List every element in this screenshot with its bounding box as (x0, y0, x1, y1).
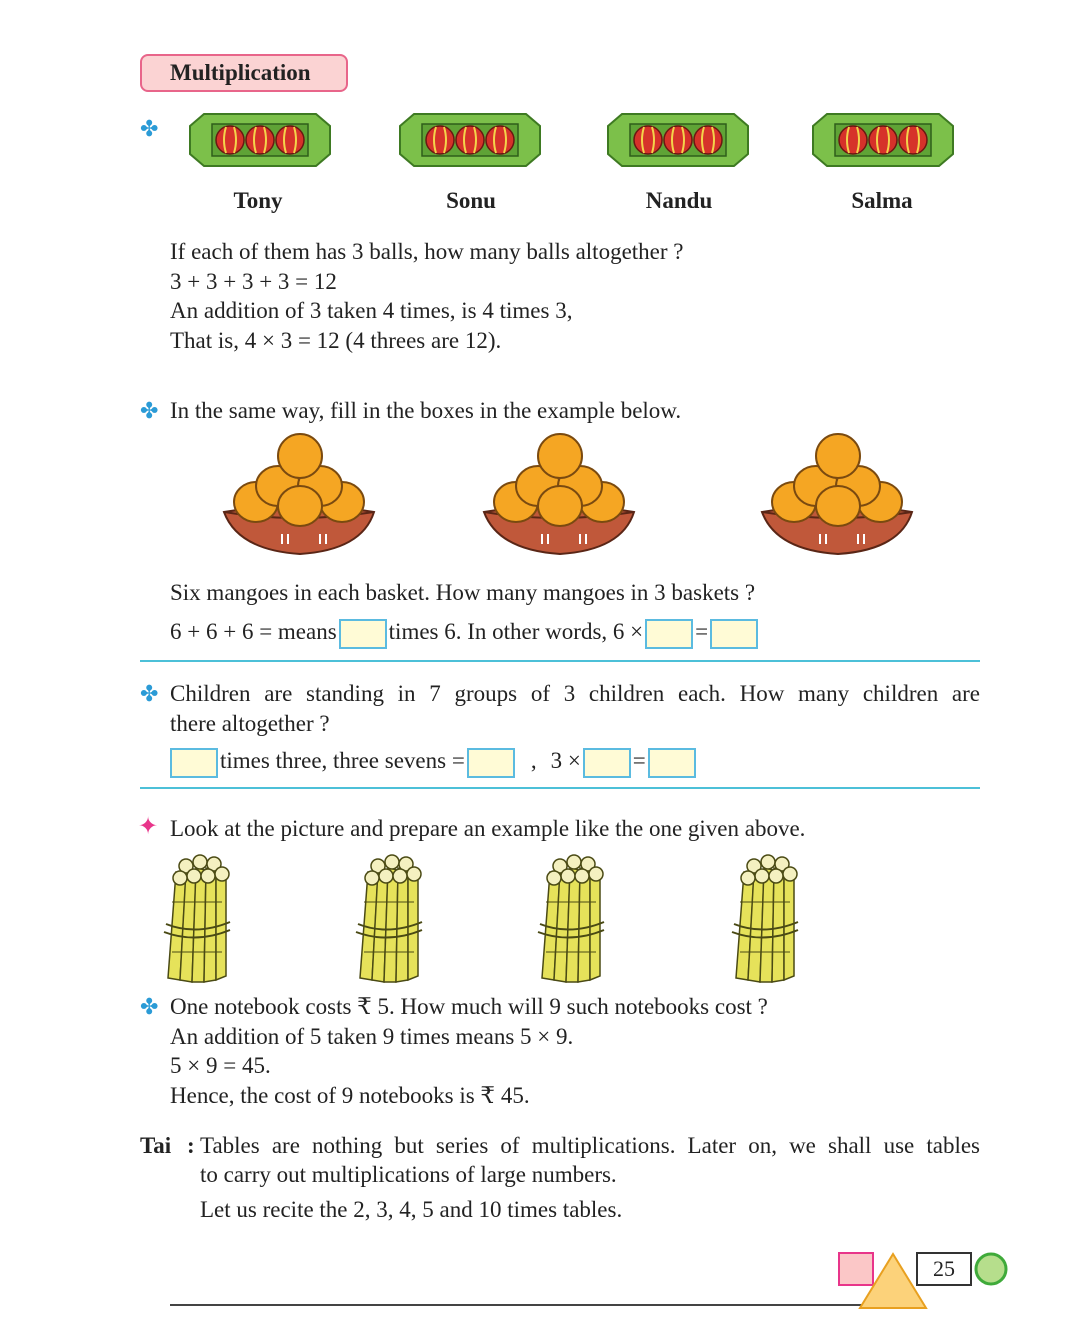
tai-text: Let us recite the 2, 3, 4, 5 and 10 times tables. (200, 1197, 623, 1222)
speaker-label: Tai (140, 1133, 172, 1158)
instruction-text: Look at the picture and prepare an example like the one given above. (170, 816, 806, 841)
divider (140, 787, 980, 789)
divider (140, 660, 980, 662)
text-line: An addition of 3 taken 4 times, is 4 times 3, (170, 298, 573, 323)
star-bullet-icon: ✦ (138, 814, 159, 840)
circle-shape-icon (972, 1252, 1010, 1288)
child-name-sonu: Sonu (446, 188, 496, 213)
answer-box[interactable] (645, 619, 693, 649)
equation-text: 6 + 6 + 6 = means (170, 619, 337, 644)
equation-line (170, 617, 760, 649)
sugarcane-bundles-illustration (150, 848, 810, 984)
equals-sign: = (632, 748, 646, 773)
speaker-colon: : (187, 1133, 195, 1158)
tai-text: Tables are nothing but series of multiplications. Later on, we shall use tables (200, 1133, 980, 1158)
child-name-nandu: Nandu (645, 188, 713, 213)
text-line: Children are standing in 7 groups of 3 children each. How many children are (170, 681, 980, 706)
instruction-text: In the same way, fill in the boxes in the example below. (170, 398, 682, 423)
comma: , (530, 748, 537, 773)
answer-box[interactable] (467, 748, 515, 778)
section-heading: Multiplication (140, 54, 348, 92)
question-text: Six mangoes in each basket. How many mangoes in 3 baskets ? (170, 580, 756, 605)
child-name-salma: Salma (851, 188, 913, 213)
text-line: 3 + 3 + 3 + 3 = 12 (170, 269, 337, 294)
bullet-icon: ✤ (140, 398, 159, 423)
text-line: If each of them has 3 balls, how many balls altogether ? (170, 239, 684, 264)
text-line: An addition of 5 taken 9 times means 5 × 9. (170, 1024, 574, 1049)
equation-line (168, 746, 698, 778)
answer-box[interactable] (339, 619, 387, 649)
child-name-tony: Tony (233, 188, 283, 213)
text-line: 5 × 9 = 45. (170, 1053, 271, 1078)
text-line: One notebook costs ₹ 5. How much will 9 such notebooks cost ? (170, 994, 768, 1019)
text-line: That is, 4 × 3 = 12 (4 threes are 12). (170, 328, 502, 353)
page-number: 25 (916, 1252, 972, 1286)
text-line: there altogether ? (170, 711, 330, 736)
equation-text: times three, three sevens = (220, 748, 465, 773)
equals-sign: = (695, 619, 709, 644)
answer-box[interactable] (170, 748, 218, 778)
answer-box[interactable] (710, 619, 758, 649)
bullet-icon: ✤ (140, 681, 159, 706)
answer-box[interactable] (583, 748, 631, 778)
bullet-icon: ✤ (140, 116, 159, 141)
footer-rule (170, 1304, 870, 1306)
mango-baskets-illustration (218, 430, 918, 560)
tai-text: to carry out multiplications of large numbers. (200, 1162, 617, 1187)
equation-text: times 6. In other words, 6 × (388, 619, 644, 644)
bullet-icon: ✤ (140, 994, 159, 1019)
equation-text: 3 × (550, 748, 581, 773)
answer-box[interactable] (648, 748, 696, 778)
text-line: Hence, the cost of 9 notebooks is ₹ 45. (170, 1083, 530, 1108)
ball-boxes-illustration (180, 110, 970, 170)
